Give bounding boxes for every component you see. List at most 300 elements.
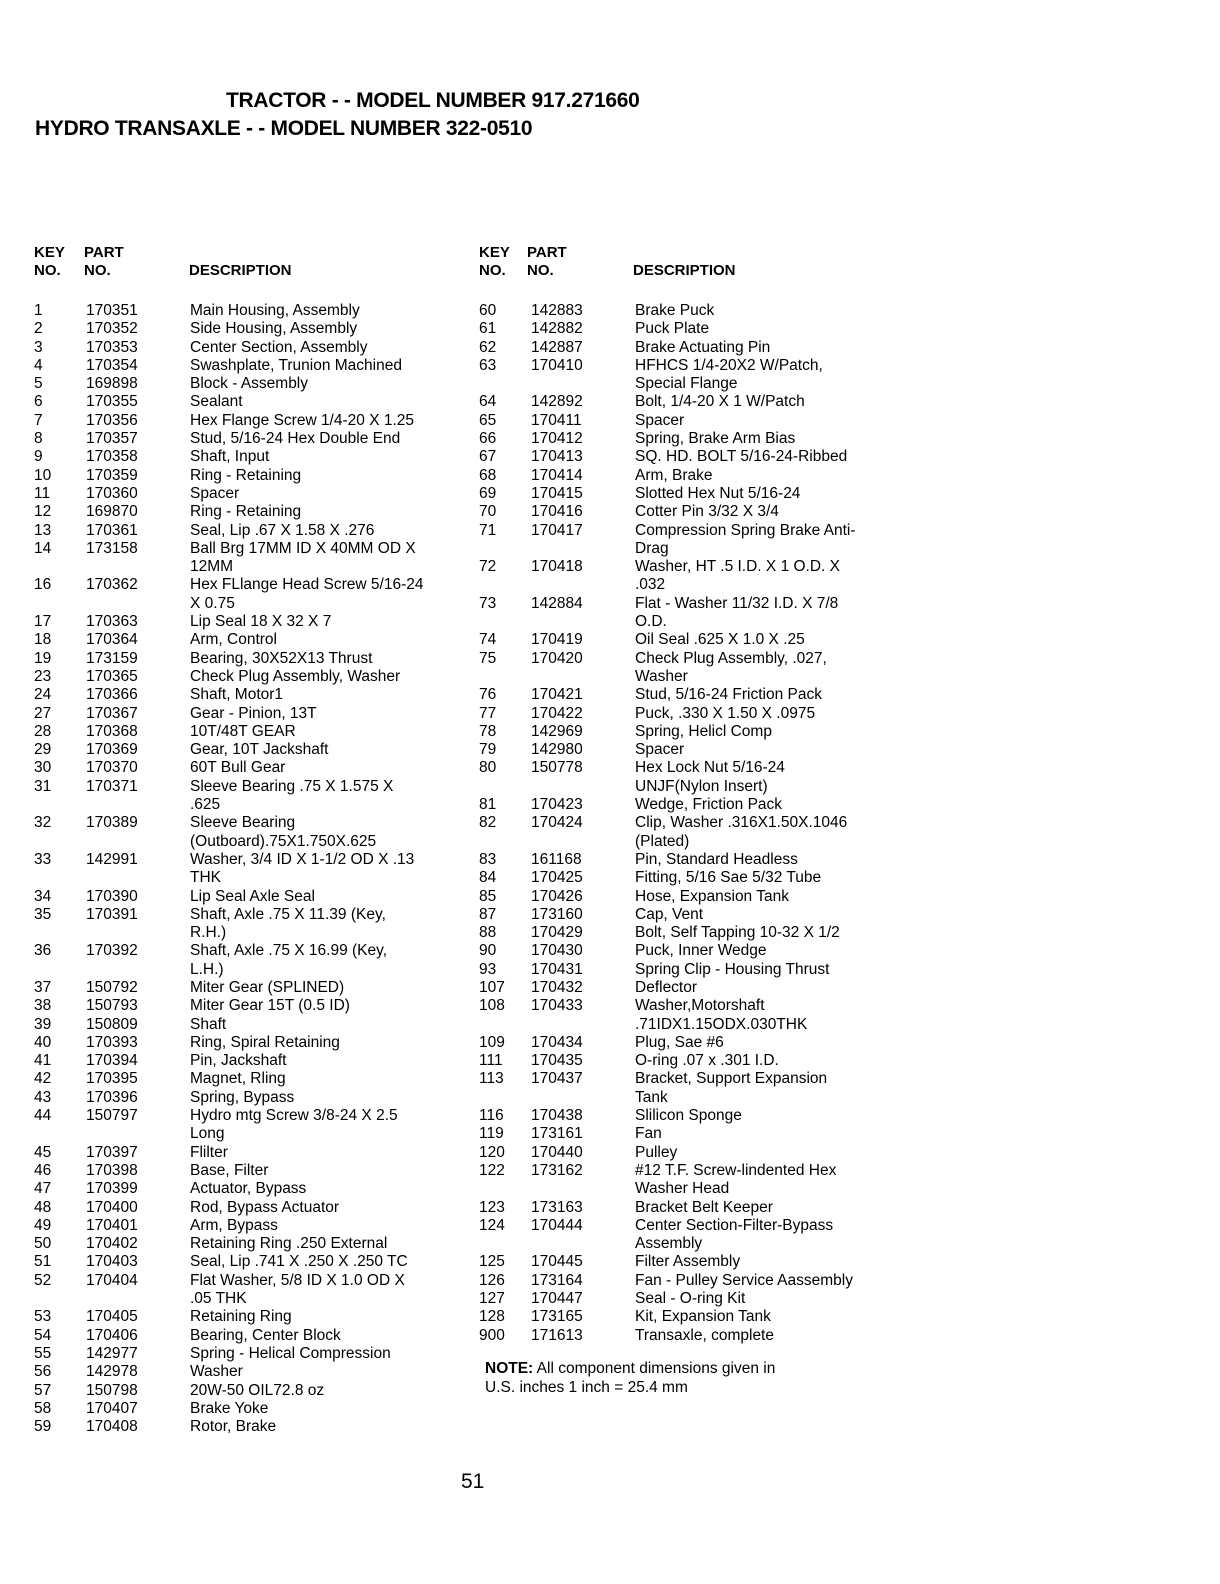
key-number: 124 — [479, 1216, 505, 1234]
description-line: Washer — [635, 667, 688, 685]
part-description — [635, 1034, 899, 1052]
key-number: 128 — [479, 1308, 505, 1326]
part-description — [635, 686, 899, 704]
part-number: 170391 — [86, 905, 138, 923]
part-description — [190, 375, 464, 393]
part-description — [635, 1125, 899, 1143]
key-number: 71 — [479, 521, 497, 539]
key-number: 55 — [34, 1344, 52, 1362]
key-number: 4 — [34, 356, 43, 374]
part-number: 170399 — [86, 1180, 138, 1198]
description-line: Retaining Ring — [190, 1308, 292, 1326]
part-description — [190, 778, 464, 815]
part-number: 170367 — [86, 704, 138, 722]
description-line: Arm, Bypass — [190, 1216, 278, 1234]
page-number: 51 — [461, 1470, 485, 1493]
key-number: 30 — [34, 759, 52, 777]
key-number: 87 — [479, 905, 497, 923]
part-header-line1: PART — [84, 244, 124, 261]
table-row — [34, 997, 464, 1015]
description-line: O-ring .07 x .301 I.D. — [635, 1052, 779, 1070]
table-row — [479, 302, 899, 320]
part-number: 173159 — [86, 649, 138, 667]
table-row — [34, 393, 464, 411]
table-row — [479, 888, 899, 906]
key-number: 109 — [479, 1033, 505, 1051]
part-number: 170422 — [531, 704, 583, 722]
part-number: 170404 — [86, 1271, 138, 1289]
table-row — [479, 339, 899, 357]
key-number: 6 — [34, 393, 43, 411]
key-number: 108 — [479, 997, 505, 1015]
part-description — [635, 1107, 899, 1125]
part-description — [190, 467, 464, 485]
description-line: Main Housing, Assembly — [190, 302, 360, 319]
key-number: 58 — [34, 1399, 52, 1417]
table-row — [479, 942, 899, 960]
description-line: Slotted Hex Nut 5/16-24 — [635, 484, 801, 502]
key-number: 113 — [479, 1070, 504, 1088]
description-line: Kit, Expansion Tank — [635, 1308, 771, 1326]
table-row — [479, 1217, 899, 1254]
description-line: Ring - Retaining — [190, 503, 302, 521]
description-line: Oil Seal .625 X 1.0 X .25 — [635, 631, 805, 649]
part-number: 170434 — [531, 1033, 583, 1051]
key-number: 90 — [479, 942, 497, 960]
key-number: 42 — [34, 1070, 52, 1088]
key-number: 7 — [34, 411, 43, 429]
part-description — [190, 540, 464, 577]
part-description — [190, 668, 464, 686]
part-description — [190, 339, 464, 357]
part-description — [635, 796, 899, 814]
part-description — [190, 1327, 464, 1345]
part-number: 161168 — [531, 850, 582, 868]
description-line: 20W-50 OIL72.8 oz — [190, 1381, 325, 1399]
table-row — [34, 1144, 464, 1162]
part-number: 150809 — [86, 1015, 138, 1033]
table-row — [34, 705, 464, 723]
description-line: Spring, Bypass — [190, 1088, 295, 1106]
table-row — [34, 888, 464, 906]
part-number: 170359 — [86, 466, 138, 484]
table-row — [34, 1308, 464, 1326]
description-line: Flat Washer, 5/8 ID X 1.0 OD X — [190, 1271, 405, 1289]
table-row — [34, 1345, 464, 1363]
description-line: .032 — [635, 576, 666, 594]
part-description — [190, 1070, 464, 1088]
table-row — [34, 1235, 464, 1253]
description-line: 10T/48T GEAR — [190, 722, 296, 740]
table-row — [34, 320, 464, 338]
table-row — [34, 1052, 464, 1070]
table-row — [34, 613, 464, 631]
table-row — [479, 467, 899, 485]
part-number: 170414 — [531, 466, 583, 484]
part-description — [190, 705, 464, 723]
key-number: 82 — [479, 814, 497, 832]
page-subtitle: HYDRO TRANSAXLE - - MODEL NUMBER 322-0510 — [35, 117, 533, 140]
description-line: Spring, Brake Arm Bias — [635, 430, 796, 448]
part-number: 171613 — [531, 1326, 583, 1344]
part-number: 170356 — [86, 411, 138, 429]
part-description — [190, 1308, 464, 1326]
part-description — [190, 686, 464, 704]
description-line: Rotor, Brake — [190, 1418, 277, 1436]
description-line: Arm, Brake — [635, 466, 713, 484]
part-description — [190, 1016, 464, 1034]
column-header — [479, 244, 899, 284]
key-number: 32 — [34, 814, 52, 832]
table-row — [34, 339, 464, 357]
table-row — [479, 631, 899, 649]
part-number: 170358 — [86, 448, 138, 466]
description-line: Arm, Control — [190, 631, 277, 649]
description-line: Washer Head — [635, 1180, 730, 1198]
description-line: Shaft, Axle .75 X 16.99 (Key, — [190, 942, 388, 960]
key-number: 127 — [479, 1290, 505, 1308]
part-description — [190, 485, 464, 503]
part-number: 142882 — [531, 320, 583, 338]
table-row — [34, 357, 464, 375]
part-number: 170406 — [86, 1326, 138, 1344]
part-description — [190, 448, 464, 466]
key-number: 60 — [479, 302, 497, 319]
key-number: 17 — [34, 613, 52, 631]
table-row — [34, 448, 464, 466]
table-row — [34, 1070, 464, 1088]
key-number: 48 — [34, 1198, 52, 1216]
description-line: X 0.75 — [190, 594, 235, 612]
part-number: 170393 — [86, 1033, 138, 1051]
table-row — [479, 997, 899, 1034]
key-number: 120 — [479, 1143, 505, 1161]
part-description — [190, 1180, 464, 1198]
part-number: 173158 — [86, 539, 138, 557]
key-number: 40 — [34, 1033, 52, 1051]
description-line: Filter Assembly — [635, 1253, 741, 1271]
part-header-line1: PART — [527, 244, 567, 261]
part-description — [190, 1400, 464, 1418]
parts-list-left — [34, 302, 464, 1436]
part-description — [635, 302, 899, 320]
part-number: 170398 — [86, 1161, 138, 1179]
description-line: O.D. — [635, 613, 667, 631]
part-description — [635, 412, 899, 430]
part-number: 142892 — [531, 393, 583, 411]
description-line: Assembly — [635, 1235, 703, 1253]
part-description — [635, 320, 899, 338]
part-header-line2: NO. — [84, 262, 111, 279]
key-number: 8 — [34, 430, 43, 448]
table-row — [34, 1089, 464, 1107]
description-line: Swashplate, Trunion Machined — [190, 356, 402, 374]
description-line: Ring, Spiral Retaining — [190, 1033, 340, 1051]
key-number: 56 — [34, 1363, 52, 1381]
key-number: 78 — [479, 722, 497, 740]
parts-list-right — [479, 302, 899, 1345]
part-number: 170410 — [531, 356, 583, 374]
description-line: 12MM — [190, 558, 234, 576]
key-number: 52 — [34, 1271, 52, 1289]
description-header: DESCRIPTION — [189, 262, 292, 279]
description-line: .05 THK — [190, 1290, 247, 1308]
part-description — [190, 576, 464, 613]
part-description — [635, 1253, 899, 1271]
part-description — [635, 448, 899, 466]
part-description — [635, 1308, 899, 1326]
part-number: 170396 — [86, 1088, 138, 1106]
table-row — [34, 851, 464, 888]
description-line: Spring Clip - Housing Thrust — [635, 960, 830, 978]
part-description — [635, 961, 899, 979]
key-number: 79 — [479, 741, 497, 759]
table-row — [479, 393, 899, 411]
part-number: 170419 — [531, 631, 583, 649]
key-number: 73 — [479, 594, 497, 612]
table-row — [479, 741, 899, 759]
description-line: Spring, Helicl Comp — [635, 722, 772, 740]
table-row — [479, 412, 899, 430]
part-number: 170432 — [531, 978, 583, 996]
description-line: Deflector — [635, 978, 698, 996]
description-line: Spacer — [635, 411, 685, 429]
key-number: 3 — [34, 338, 43, 356]
part-number: 170424 — [531, 814, 583, 832]
key-number: 47 — [34, 1180, 52, 1198]
part-number: 170438 — [531, 1107, 583, 1125]
part-description — [190, 393, 464, 411]
description-line: 60T Bull Gear — [190, 759, 286, 777]
part-description — [190, 741, 464, 759]
part-number: 170394 — [86, 1052, 138, 1070]
description-line: Bracket Belt Keeper — [635, 1198, 773, 1216]
part-description — [635, 759, 899, 796]
table-row — [34, 1400, 464, 1418]
part-number: 170418 — [531, 558, 583, 576]
table-row — [34, 1199, 464, 1217]
part-number: 173164 — [531, 1271, 583, 1289]
description-line: Tank — [635, 1088, 668, 1106]
description-line: Slilicon Sponge — [635, 1107, 742, 1125]
description-line: Retaining Ring .250 External — [190, 1235, 388, 1253]
key-number: 23 — [34, 667, 52, 685]
table-row — [479, 320, 899, 338]
part-description — [635, 869, 899, 887]
part-number: 170405 — [86, 1308, 138, 1326]
part-number: 170435 — [531, 1052, 583, 1070]
part-number: 170390 — [86, 887, 138, 905]
part-description — [190, 906, 464, 943]
part-description — [190, 503, 464, 521]
key-number: 35 — [34, 905, 52, 923]
part-number: 170397 — [86, 1143, 138, 1161]
part-description — [190, 1345, 464, 1363]
part-number: 170362 — [86, 576, 138, 594]
description-line: Puck, Inner Wedge — [635, 942, 767, 960]
key-number: 13 — [34, 521, 52, 539]
part-description — [190, 613, 464, 631]
key-number: 63 — [479, 356, 497, 374]
description-line: Hose, Expansion Tank — [635, 887, 789, 905]
part-number: 170445 — [531, 1253, 583, 1271]
key-number: 27 — [34, 704, 52, 722]
part-number: 170395 — [86, 1070, 138, 1088]
key-number: 116 — [479, 1107, 504, 1125]
key-number: 119 — [479, 1125, 504, 1143]
table-row — [479, 961, 899, 979]
description-line: #12 T.F. Screw-lindented Hex — [635, 1161, 837, 1179]
table-row — [34, 650, 464, 668]
part-number: 142883 — [531, 302, 583, 319]
key-number: 83 — [479, 850, 497, 868]
description-line: Drag — [635, 539, 669, 557]
key-number: 28 — [34, 722, 52, 740]
description-line: Shaft, Motor1 — [190, 686, 284, 704]
table-row — [34, 412, 464, 430]
description-line: Cap, Vent — [635, 905, 704, 923]
description-line: Bearing, Center Block — [190, 1326, 341, 1344]
part-number: 173165 — [531, 1308, 583, 1326]
table-row — [479, 1034, 899, 1052]
part-number: 142969 — [531, 722, 583, 740]
description-line: Seal, Lip .741 X .250 X .250 TC — [190, 1253, 408, 1271]
part-number: 170416 — [531, 503, 583, 521]
table-row — [34, 485, 464, 503]
table-row — [479, 1052, 899, 1070]
part-description — [635, 357, 899, 394]
description-line: Puck, .330 X 1.50 X .0975 — [635, 704, 816, 722]
part-number: 170437 — [531, 1070, 583, 1088]
key-header-line2: NO. — [34, 262, 61, 279]
key-number: 45 — [34, 1143, 52, 1161]
part-description — [190, 723, 464, 741]
description-line: Brake Yoke — [190, 1399, 269, 1417]
parts-column-left — [34, 244, 464, 1436]
part-description — [635, 393, 899, 411]
description-line: .625 — [190, 796, 221, 814]
part-header-line2: NO. — [527, 262, 554, 279]
table-row — [34, 522, 464, 540]
table-row — [34, 942, 464, 979]
description-line: Special Flange — [635, 375, 738, 393]
part-description — [635, 1070, 899, 1107]
key-number: 61 — [479, 320, 497, 338]
key-number: 66 — [479, 430, 497, 448]
description-line: Gear, 10T Jackshaft — [190, 741, 329, 759]
part-description — [190, 1107, 464, 1144]
part-description — [635, 595, 899, 632]
description-line: (Plated) — [635, 832, 690, 850]
description-line: Pulley — [635, 1143, 678, 1161]
table-row — [479, 869, 899, 887]
part-description — [635, 997, 899, 1034]
table-row — [34, 1272, 464, 1309]
key-number: 5 — [34, 375, 43, 393]
table-row — [479, 650, 899, 687]
table-row — [34, 375, 464, 393]
part-description — [190, 942, 464, 979]
key-number: 126 — [479, 1271, 505, 1289]
part-description — [190, 1272, 464, 1309]
part-number: 150797 — [86, 1107, 138, 1125]
table-row — [479, 1327, 899, 1345]
part-number: 170413 — [531, 448, 583, 466]
description-line: Compression Spring Brake Anti- — [635, 521, 856, 539]
part-description — [635, 467, 899, 485]
table-row — [34, 668, 464, 686]
part-description — [635, 1162, 899, 1199]
description-line: Ring - Retaining — [190, 466, 302, 484]
table-row — [34, 1418, 464, 1436]
table-row — [479, 1125, 899, 1143]
table-row — [479, 851, 899, 869]
key-number: 54 — [34, 1326, 52, 1344]
key-number: 107 — [479, 978, 505, 996]
key-number: 76 — [479, 686, 497, 704]
table-row — [479, 1107, 899, 1125]
part-description — [635, 924, 899, 942]
description-line: Lip Seal Axle Seal — [190, 887, 315, 905]
table-row — [479, 503, 899, 521]
key-number: 75 — [479, 649, 497, 667]
key-number: 74 — [479, 631, 497, 649]
table-row — [34, 1180, 464, 1198]
table-row — [479, 448, 899, 466]
part-description — [190, 979, 464, 997]
part-description — [635, 485, 899, 503]
key-number: 88 — [479, 924, 497, 942]
description-line: Center Section, Assembly — [190, 338, 368, 356]
table-row — [479, 814, 899, 851]
part-number: 170429 — [531, 924, 583, 942]
table-row — [34, 1034, 464, 1052]
table-row — [34, 686, 464, 704]
part-description — [190, 1162, 464, 1180]
part-description — [190, 1235, 464, 1253]
table-row — [34, 540, 464, 577]
part-description — [635, 851, 899, 869]
table-row — [479, 924, 899, 942]
part-description — [190, 1052, 464, 1070]
description-line: Transaxle, complete — [635, 1326, 774, 1344]
part-description — [635, 558, 899, 595]
key-number: 16 — [34, 576, 52, 594]
description-line: Washer, 3/4 ID X 1-1/2 OD X .13 — [190, 850, 415, 868]
key-number: 67 — [479, 448, 497, 466]
description-header: DESCRIPTION — [633, 262, 736, 279]
description-line: Bolt, Self Tapping 10-32 X 1/2 — [635, 924, 840, 942]
part-description — [635, 522, 899, 559]
description-line: Hex FLlange Head Screw 5/16-24 — [190, 576, 424, 594]
part-number: 170420 — [531, 649, 583, 667]
table-row — [479, 1199, 899, 1217]
part-number: 170360 — [86, 484, 138, 502]
part-description — [190, 1144, 464, 1162]
description-line: Spacer — [190, 484, 240, 502]
part-description — [635, 503, 899, 521]
description-line: Rod, Bypass Actuator — [190, 1198, 340, 1216]
part-number: 170400 — [86, 1198, 138, 1216]
description-line: L.H.) — [190, 960, 224, 978]
key-number: 77 — [479, 704, 497, 722]
description-line: Sleeve Bearing .75 X 1.575 X — [190, 777, 394, 795]
part-description — [190, 522, 464, 540]
table-row — [479, 1290, 899, 1308]
key-number: 59 — [34, 1418, 52, 1436]
table-row — [479, 759, 899, 796]
table-row — [34, 759, 464, 777]
